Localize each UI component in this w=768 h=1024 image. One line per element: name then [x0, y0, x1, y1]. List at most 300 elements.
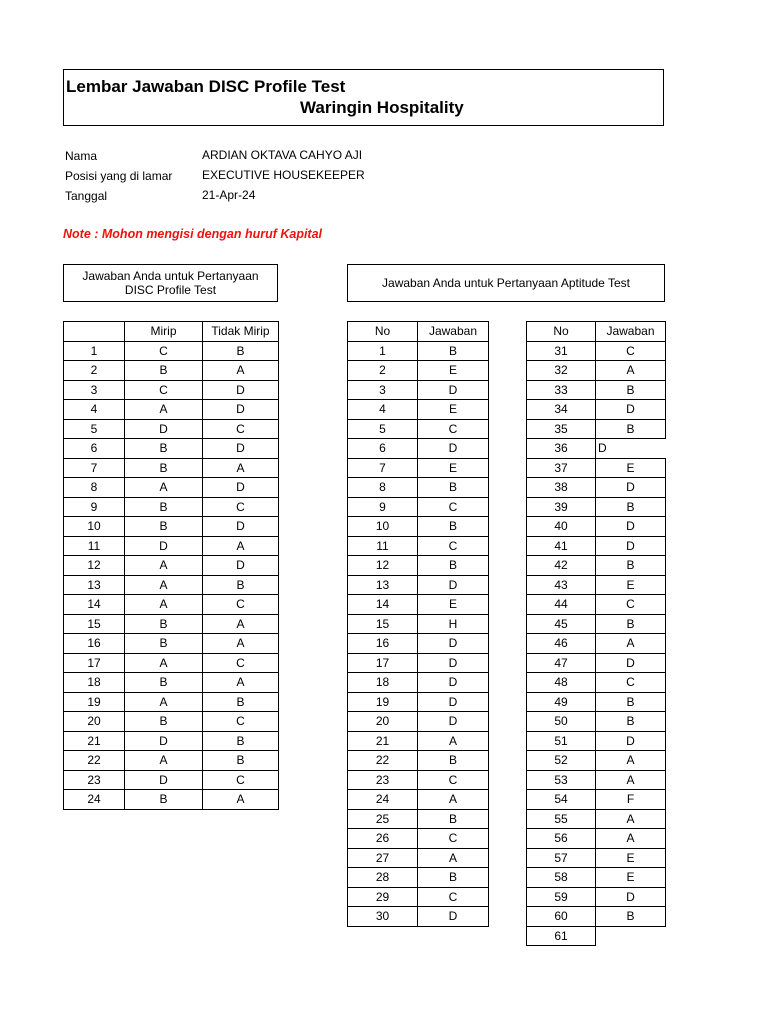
cell-number: 38 [527, 478, 596, 498]
table-row [348, 692, 489, 712]
table-row [64, 712, 279, 732]
table-row [64, 517, 279, 537]
cell-answer: B [596, 692, 666, 712]
cell-number: 52 [527, 751, 596, 771]
disc-section-header [63, 264, 278, 302]
tanggal-label: Tanggal [65, 189, 108, 203]
cell-mirip: A [125, 556, 203, 576]
cell-number: 21 [348, 731, 418, 751]
table-row [527, 419, 666, 439]
cell-mirip: C [125, 380, 203, 400]
cell-mirip: B [125, 634, 203, 654]
cell-number: 13 [64, 575, 125, 595]
cell-answer [596, 926, 666, 946]
cell-number: 32 [527, 361, 596, 381]
cell-answer: D [596, 536, 666, 556]
cell-number: 49 [527, 692, 596, 712]
cell-number: 26 [348, 829, 418, 849]
cell-answer: C [418, 829, 489, 849]
cell-mirip: C [125, 341, 203, 361]
cell-number: 39 [527, 497, 596, 517]
cell-number: 21 [64, 731, 125, 751]
cell-number: 9 [64, 497, 125, 517]
cell-answer: B [596, 614, 666, 634]
disc-answer-table [63, 321, 279, 810]
table-row [527, 731, 666, 751]
table-row [527, 575, 666, 595]
cell-answer: F [596, 790, 666, 810]
cell-number: 23 [348, 770, 418, 790]
table-row [64, 614, 279, 634]
cell-number: 14 [64, 595, 125, 615]
header-row [64, 322, 279, 342]
cell-answer: C [418, 419, 489, 439]
table-row [348, 478, 489, 498]
cell-answer: C [418, 497, 489, 517]
cell-answer: A [596, 809, 666, 829]
table-row [527, 556, 666, 576]
cell-answer: A [418, 848, 489, 868]
table-row [348, 419, 489, 439]
cell-answer: B [418, 341, 489, 361]
cell-number: 29 [348, 887, 418, 907]
cell-number: 10 [348, 517, 418, 537]
cell-number: 4 [348, 400, 418, 420]
cell-number: 12 [348, 556, 418, 576]
cell-tidak-mirip: B [203, 692, 279, 712]
cell-number: 2 [348, 361, 418, 381]
cell-number: 22 [348, 751, 418, 771]
cell-mirip: D [125, 770, 203, 790]
cell-number: 11 [64, 536, 125, 556]
table-row [64, 731, 279, 751]
cell-mirip: D [125, 419, 203, 439]
cell-number: 57 [527, 848, 596, 868]
table-row [64, 751, 279, 771]
cell-number: 16 [64, 634, 125, 654]
table-row [64, 497, 279, 517]
cell-tidak-mirip: A [203, 458, 279, 478]
company-name: Waringin Hospitality [300, 98, 464, 117]
table-row [348, 653, 489, 673]
table-row [348, 458, 489, 478]
cell-tidak-mirip: C [203, 419, 279, 439]
aptitude-answer-table-1 [347, 321, 489, 927]
nama-value: ARDIAN OKTAVA CAHYO AJI [202, 148, 363, 162]
cell-answer: E [596, 848, 666, 868]
cell-mirip: D [125, 731, 203, 751]
table-row [64, 341, 279, 361]
table-row [64, 790, 279, 810]
cell-tidak-mirip: A [203, 673, 279, 693]
table-row [64, 770, 279, 790]
cell-answer: E [418, 400, 489, 420]
cell-answer: D [596, 478, 666, 498]
header-row [348, 322, 489, 342]
cell-tidak-mirip: C [203, 770, 279, 790]
cell-number: 24 [348, 790, 418, 810]
cell-number: 15 [348, 614, 418, 634]
cell-answer: B [418, 517, 489, 537]
cell-tidak-mirip: A [203, 361, 279, 381]
table-row [527, 887, 666, 907]
table-row [527, 868, 666, 888]
cell-answer: B [596, 380, 666, 400]
table-row [64, 653, 279, 673]
cell-mirip: A [125, 692, 203, 712]
cell-answer: C [596, 673, 666, 693]
table-row [348, 829, 489, 849]
cell-number: 8 [64, 478, 125, 498]
cell-number: 56 [527, 829, 596, 849]
cell-tidak-mirip: C [203, 653, 279, 673]
cell-answer: C [596, 341, 666, 361]
cell-answer: E [418, 595, 489, 615]
cell-number: 12 [64, 556, 125, 576]
cell-number: 17 [64, 653, 125, 673]
column-header-number: No [527, 322, 596, 342]
cell-number: 59 [527, 887, 596, 907]
table-row [348, 770, 489, 790]
table-row [348, 400, 489, 420]
cell-answer: D [418, 712, 489, 732]
table-row [527, 341, 666, 361]
table-row [348, 497, 489, 517]
cell-answer: B [418, 868, 489, 888]
table-row [348, 380, 489, 400]
table-row [348, 556, 489, 576]
cell-number: 20 [64, 712, 125, 732]
cell-mirip: B [125, 614, 203, 634]
cell-mirip: B [125, 361, 203, 381]
cell-number: 4 [64, 400, 125, 420]
cell-number: 20 [348, 712, 418, 732]
cell-number: 1 [64, 341, 125, 361]
cell-answer: D [418, 575, 489, 595]
cell-tidak-mirip: A [203, 536, 279, 556]
cell-answer: D [596, 400, 666, 420]
table-row [64, 361, 279, 381]
cell-number: 5 [348, 419, 418, 439]
cell-tidak-mirip: D [203, 478, 279, 498]
cell-mirip: B [125, 458, 203, 478]
cell-number: 35 [527, 419, 596, 439]
aptitude-section-header [347, 264, 665, 302]
cell-mirip: A [125, 478, 203, 498]
table-row [348, 361, 489, 381]
cell-mirip: A [125, 575, 203, 595]
cell-number: 46 [527, 634, 596, 654]
table-row [527, 614, 666, 634]
cell-number: 11 [348, 536, 418, 556]
cell-number: 50 [527, 712, 596, 732]
table-row [348, 575, 489, 595]
cell-answer: D [596, 517, 666, 537]
aptitude-answer-table-2 [526, 321, 666, 946]
table-row [64, 380, 279, 400]
cell-number: 19 [64, 692, 125, 712]
cell-answer: D [596, 887, 666, 907]
table-row [348, 907, 489, 927]
cell-tidak-mirip: B [203, 341, 279, 361]
cell-tidak-mirip: C [203, 497, 279, 517]
cell-answer: A [596, 751, 666, 771]
cell-tidak-mirip: D [203, 517, 279, 537]
cell-number: 23 [64, 770, 125, 790]
cell-number: 55 [527, 809, 596, 829]
title-box [63, 69, 664, 126]
table-row [348, 848, 489, 868]
cell-number: 25 [348, 809, 418, 829]
cell-number: 40 [527, 517, 596, 537]
cell-number: 18 [348, 673, 418, 693]
cell-number: 34 [527, 400, 596, 420]
cell-answer: A [418, 731, 489, 751]
cell-mirip: B [125, 439, 203, 459]
table-row [348, 517, 489, 537]
column-header-number: No [348, 322, 418, 342]
cell-answer: A [596, 829, 666, 849]
column-header-mirip: Mirip [125, 322, 203, 342]
cell-number: 8 [348, 478, 418, 498]
table-row [527, 536, 666, 556]
cell-answer: D [418, 439, 489, 459]
cell-mirip: A [125, 400, 203, 420]
cell-answer: B [596, 712, 666, 732]
cell-number: 36 [527, 439, 596, 459]
cell-answer: H [418, 614, 489, 634]
cell-number: 19 [348, 692, 418, 712]
cell-number: 27 [348, 848, 418, 868]
cell-answer: D [596, 653, 666, 673]
header-row [527, 322, 666, 342]
capital-letters-note: Note : Mohon mengisi dengan huruf Kapital [63, 227, 323, 241]
cell-answer: E [596, 458, 666, 478]
table-row [527, 848, 666, 868]
cell-tidak-mirip: D [203, 556, 279, 576]
cell-number: 24 [64, 790, 125, 810]
cell-number: 37 [527, 458, 596, 478]
cell-answer: E [418, 361, 489, 381]
cell-answer: A [596, 634, 666, 654]
table-row [64, 673, 279, 693]
cell-mirip: B [125, 497, 203, 517]
cell-number: 6 [64, 439, 125, 459]
cell-answer: A [596, 361, 666, 381]
aptitude-section-label: Jawaban Anda untuk Pertanyaan Aptitude Test [382, 276, 630, 290]
cell-number: 1 [348, 341, 418, 361]
cell-number: 5 [64, 419, 125, 439]
cell-number: 14 [348, 595, 418, 615]
cell-tidak-mirip: A [203, 790, 279, 810]
cell-mirip: B [125, 790, 203, 810]
table-row [64, 556, 279, 576]
table-row [348, 731, 489, 751]
table-row [527, 497, 666, 517]
posisi-label: Posisi yang di lamar [65, 169, 173, 183]
cell-number: 61 [527, 926, 596, 946]
column-header-number [64, 322, 125, 342]
cell-answer: D [418, 380, 489, 400]
table-row [348, 809, 489, 829]
cell-answer: D [418, 907, 489, 927]
cell-answer: D [596, 439, 666, 459]
cell-answer: B [596, 907, 666, 927]
table-row [64, 439, 279, 459]
table-row [527, 907, 666, 927]
table-row [64, 400, 279, 420]
cell-number: 45 [527, 614, 596, 634]
cell-number: 7 [348, 458, 418, 478]
cell-number: 42 [527, 556, 596, 576]
table-row [348, 868, 489, 888]
cell-number: 58 [527, 868, 596, 888]
cell-mirip: A [125, 751, 203, 771]
cell-answer: D [418, 634, 489, 654]
cell-mirip: B [125, 673, 203, 693]
cell-number: 10 [64, 517, 125, 537]
table-row [527, 692, 666, 712]
tanggal-value: 21-Apr-24 [202, 188, 256, 202]
table-row [64, 575, 279, 595]
table-row [527, 829, 666, 849]
table-row [527, 770, 666, 790]
cell-tidak-mirip: C [203, 712, 279, 732]
cell-mirip: B [125, 712, 203, 732]
cell-answer: B [596, 556, 666, 576]
cell-number: 16 [348, 634, 418, 654]
table-row [348, 595, 489, 615]
cell-number: 41 [527, 536, 596, 556]
cell-number: 13 [348, 575, 418, 595]
cell-tidak-mirip: D [203, 380, 279, 400]
table-row [527, 751, 666, 771]
table-row [64, 692, 279, 712]
cell-mirip: A [125, 653, 203, 673]
table-row [348, 341, 489, 361]
cell-number: 53 [527, 770, 596, 790]
table-row [348, 790, 489, 810]
table-row [527, 517, 666, 537]
cell-number: 47 [527, 653, 596, 673]
cell-number: 7 [64, 458, 125, 478]
cell-number: 43 [527, 575, 596, 595]
cell-number: 3 [64, 380, 125, 400]
table-row [348, 887, 489, 907]
cell-answer: E [418, 458, 489, 478]
cell-answer: B [418, 556, 489, 576]
table-row [527, 809, 666, 829]
table-row [348, 614, 489, 634]
cell-answer: D [418, 692, 489, 712]
cell-answer: B [418, 809, 489, 829]
cell-number: 30 [348, 907, 418, 927]
cell-tidak-mirip: B [203, 751, 279, 771]
cell-number: 51 [527, 731, 596, 751]
disc-section-line2: DISC Profile Test [124, 283, 217, 297]
cell-tidak-mirip: D [203, 439, 279, 459]
table-row [348, 439, 489, 459]
table-row [527, 380, 666, 400]
cell-number: 48 [527, 673, 596, 693]
cell-answer: A [596, 770, 666, 790]
table-row [527, 926, 666, 946]
table-row [527, 439, 666, 459]
cell-answer: D [418, 653, 489, 673]
table-row [348, 673, 489, 693]
table-row [527, 478, 666, 498]
cell-number: 17 [348, 653, 418, 673]
cell-answer: C [418, 770, 489, 790]
cell-answer: B [596, 419, 666, 439]
table-row [348, 712, 489, 732]
cell-answer: E [596, 868, 666, 888]
cell-number: 6 [348, 439, 418, 459]
table-row [527, 595, 666, 615]
table-row [527, 458, 666, 478]
cell-answer: D [418, 673, 489, 693]
cell-mirip: B [125, 517, 203, 537]
cell-mirip: D [125, 536, 203, 556]
cell-number: 22 [64, 751, 125, 771]
cell-number: 2 [64, 361, 125, 381]
cell-answer: A [418, 790, 489, 810]
table-row [348, 634, 489, 654]
cell-answer: D [596, 731, 666, 751]
cell-tidak-mirip: B [203, 731, 279, 751]
table-row [527, 634, 666, 654]
cell-answer: C [596, 595, 666, 615]
table-row [64, 634, 279, 654]
cell-answer: B [418, 751, 489, 771]
table-row [527, 673, 666, 693]
cell-tidak-mirip: A [203, 634, 279, 654]
cell-number: 31 [527, 341, 596, 361]
cell-tidak-mirip: D [203, 400, 279, 420]
table-row [527, 400, 666, 420]
disc-section-line1: Jawaban Anda untuk Pertanyaan [82, 269, 259, 283]
cell-number: 44 [527, 595, 596, 615]
table-row [64, 536, 279, 556]
cell-number: 28 [348, 868, 418, 888]
cell-number: 3 [348, 380, 418, 400]
cell-number: 60 [527, 907, 596, 927]
cell-number: 33 [527, 380, 596, 400]
table-row [64, 595, 279, 615]
table-row [64, 478, 279, 498]
posisi-value: EXECUTIVE HOUSEKEEPER [202, 168, 365, 182]
cell-number: 9 [348, 497, 418, 517]
column-header-answer: Jawaban [418, 322, 489, 342]
column-header-answer: Jawaban [596, 322, 666, 342]
cell-tidak-mirip: C [203, 595, 279, 615]
table-row [348, 751, 489, 771]
cell-tidak-mirip: B [203, 575, 279, 595]
table-row [527, 361, 666, 381]
cell-mirip: A [125, 595, 203, 615]
cell-answer: C [418, 887, 489, 907]
cell-number: 15 [64, 614, 125, 634]
table-row [527, 790, 666, 810]
table-row [64, 458, 279, 478]
cell-answer: B [596, 497, 666, 517]
cell-answer: B [418, 478, 489, 498]
table-row [527, 653, 666, 673]
table-row [348, 536, 489, 556]
document-title: Lembar Jawaban DISC Profile Test [66, 77, 346, 96]
table-row [64, 419, 279, 439]
table-row [527, 712, 666, 732]
